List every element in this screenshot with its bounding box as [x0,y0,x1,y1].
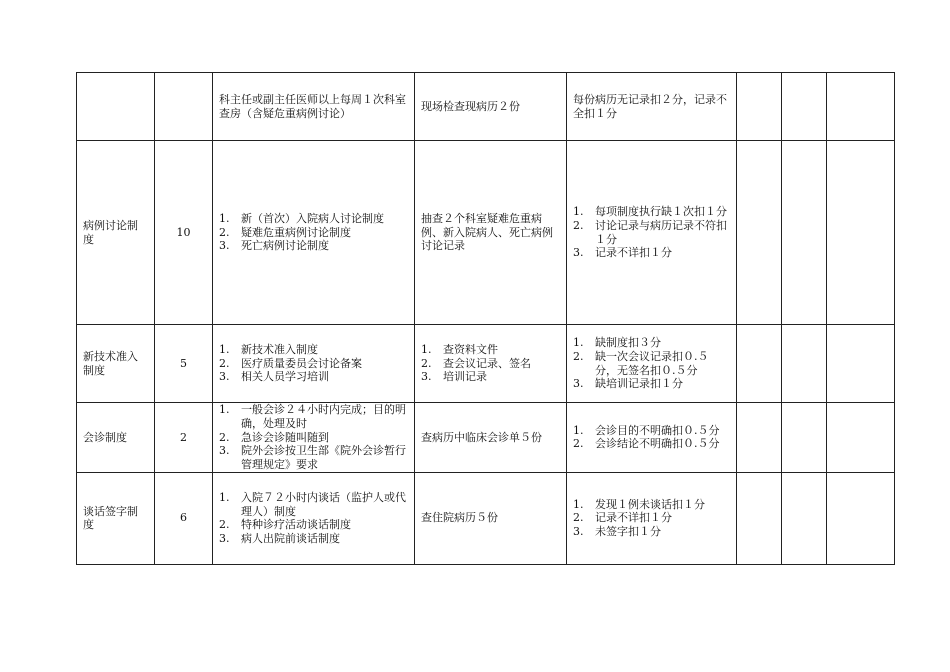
list-item [573,336,730,350]
table-row [77,141,895,325]
criteria-cell [567,325,737,403]
list-text: 缺培训记录扣１分 [595,377,683,391]
table-row [77,325,895,403]
list-text: 未签字扣１分 [595,525,661,539]
list-item [219,491,408,519]
list-text: 会诊结论不明确扣０.５分 [595,437,720,451]
list-item [573,424,730,438]
list-number: 1. [219,490,230,504]
list-text: 一般会诊２４小时内完成；目的明确，处理及时 [241,403,406,430]
deduction-cell [737,472,782,564]
score-result-cell [782,141,827,325]
remarks-cell [827,403,895,473]
list-item [573,205,730,219]
table-body [77,73,895,565]
score-cell: 5 [155,325,213,403]
list-number: 3. [421,370,432,384]
remarks-cell [827,325,895,403]
method-cell [415,472,567,564]
content-cell [213,73,415,141]
list-number: 1. [573,205,584,218]
criteria-cell [567,73,737,141]
list-text: 查资料文件 [443,342,498,356]
method-cell-text: 查病历中临床会诊单５份 [421,430,542,444]
score-result-cell [782,472,827,564]
list-number: 2. [219,430,230,444]
list-item [219,357,408,371]
list-item [573,437,730,451]
list-number: 2. [573,349,584,363]
remarks-cell [827,141,895,325]
list-number: 2. [219,356,230,370]
list-item [219,518,408,532]
item-name-cell: 会诊制度 [77,403,155,473]
list-text: 记录不详扣１分 [595,511,672,525]
list-number: 1. [573,336,584,349]
criteria-cell [567,141,737,325]
list-item [421,343,560,357]
method-cell [415,403,567,473]
list-item [219,212,408,226]
content-cell-list [219,212,408,253]
criteria-cell-list [573,336,730,391]
list-number: 1. [219,211,230,225]
score-cell [155,73,213,141]
criteria-cell-list [573,205,730,260]
content-cell-list [219,491,408,546]
list-number: 1. [573,423,584,437]
list-item [573,246,730,260]
list-item [573,525,730,539]
list-number: 3. [573,246,584,260]
criteria-cell-list [573,424,730,452]
list-item [219,370,408,384]
deduction-cell [737,325,782,403]
list-item [219,226,408,240]
item-name-cell [77,73,155,141]
list-text: 培训记录 [443,370,487,384]
list-text: 发现１例未谈话扣１分 [595,497,705,511]
content-cell [213,325,415,403]
list-number: 2. [219,518,230,532]
list-item [219,403,408,431]
list-number: 1. [219,342,230,356]
list-number: 3. [573,377,584,391]
list-item [421,357,560,371]
content-cell-list [219,403,408,472]
content-cell-text: 科主任或副主任医师以上每周１次科室查房（含疑危重病例讨论） [219,92,406,120]
list-item [219,444,408,472]
list-number: 1. [219,403,230,416]
list-text: 病人出院前谈话制度 [241,532,340,545]
list-number: 2. [573,218,584,232]
list-item [573,377,730,391]
score-cell: 10 [155,141,213,325]
list-item [573,219,730,247]
score-result-cell [782,325,827,403]
list-text: 急诊会诊随叫随到 [241,430,329,444]
assessment-table [76,72,895,565]
list-text: 会诊目的不明确扣０.５分 [595,423,720,437]
method-cell-text: 现场检查现病历２份 [421,99,520,113]
method-cell [415,141,567,325]
score-result-cell [782,403,827,473]
list-number: 3. [219,239,230,253]
list-number: 2. [573,511,584,525]
list-number: 1. [421,342,432,356]
list-text: 相关人员学习培训 [241,370,329,384]
table-row [77,73,895,141]
score-result-cell [782,73,827,141]
list-text: 每项制度执行缺１次扣１分 [595,205,727,218]
list-text: 入院７２小时内谈话（监护人或代理人）制度 [241,490,406,518]
list-number: 3. [219,532,230,545]
list-number: 2. [573,437,584,451]
table-row [77,403,895,473]
list-text: 讨论记录与病历记录不符扣１分 [595,218,727,246]
content-cell [213,141,415,325]
remarks-cell [827,73,895,141]
list-item [573,511,730,525]
content-cell [213,472,415,564]
criteria-cell [567,403,737,473]
criteria-cell-list [573,498,730,539]
list-text: 缺制度扣３分 [595,336,661,349]
list-text: 新技术准入制度 [241,342,318,356]
score-cell: 6 [155,472,213,564]
list-item [573,350,730,378]
list-item [219,239,408,253]
item-name-cell: 新技术准入制度 [77,325,155,403]
list-text: 医疗质量委员会讨论备案 [241,356,362,370]
list-item [421,370,560,384]
list-text: 新（首次）入院病人讨论制度 [241,211,384,225]
criteria-cell-text: 每份病历无记录扣２分，记录不全扣１分 [573,92,727,120]
list-text: 缺一次会议记录扣０.５分，无签名扣０.５分 [595,349,709,377]
deduction-cell [737,403,782,473]
method-cell-text: 抽查２个科室疑难危重病例、新入院病人、死亡病例讨论记录 [421,211,553,253]
list-text: 疑难危重病例讨论制度 [241,225,351,239]
deduction-cell [737,73,782,141]
list-text: 查会议记录、签名 [443,356,531,370]
list-text: 死亡病例讨论制度 [241,239,329,253]
list-number: 3. [573,525,584,539]
list-item [219,431,408,445]
criteria-cell [567,472,737,564]
list-item [573,498,730,512]
score-cell: 2 [155,403,213,473]
method-cell [415,73,567,141]
list-text: 院外会诊按卫生部《院外会诊暂行管理规定》要求 [241,444,406,471]
list-number: 3. [219,444,230,458]
method-cell-list [421,343,560,384]
list-number: 2. [219,225,230,239]
list-text: 记录不详扣１分 [595,246,672,260]
list-text: 特种诊疗活动谈话制度 [241,518,351,532]
list-number: 1. [573,497,584,511]
list-number: 3. [219,370,230,384]
list-item [219,343,408,357]
method-cell-text: 查住院病历５份 [421,511,498,525]
content-cell [213,403,415,473]
item-name-cell: 病例讨论制度 [77,141,155,325]
table-row [77,472,895,564]
remarks-cell [827,472,895,564]
list-item [219,532,408,546]
content-cell-list [219,343,408,384]
list-number: 2. [421,356,432,370]
item-name-cell: 谈话签字制度 [77,472,155,564]
method-cell [415,325,567,403]
deduction-cell [737,141,782,325]
